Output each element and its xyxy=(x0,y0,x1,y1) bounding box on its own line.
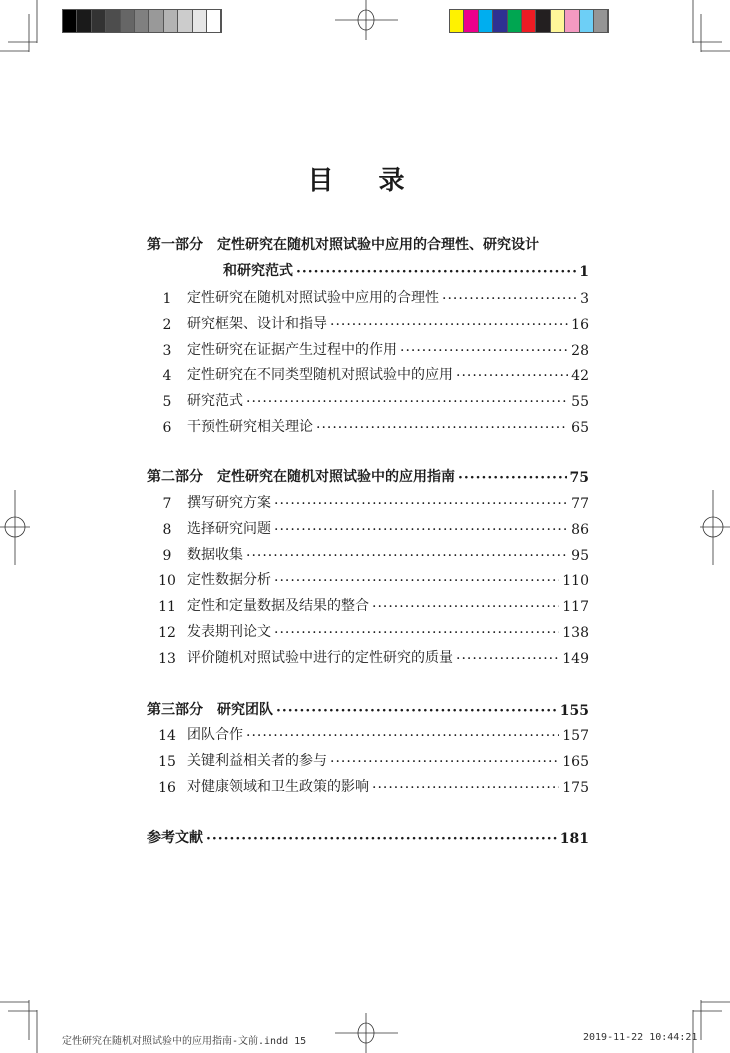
chapter-title: 定性数据分析 xyxy=(187,572,271,589)
leader-dots xyxy=(456,651,559,667)
color-swatch xyxy=(551,10,565,32)
leader-dots xyxy=(274,625,559,641)
color-swatch xyxy=(63,10,77,32)
color-swatch xyxy=(92,10,106,32)
leader-dots xyxy=(458,470,567,486)
chapter-number: 7 xyxy=(162,496,172,512)
toc-chapter[interactable] xyxy=(147,748,589,770)
chapter-title: 定性研究在证据产生过程中的作用 xyxy=(187,341,397,358)
toc-chapter[interactable] xyxy=(147,490,589,512)
page-number: 95 xyxy=(571,547,589,564)
page-number: 77 xyxy=(571,496,589,512)
grayscale-bar xyxy=(62,9,222,33)
chapter-title: 研究框架、设计和指导 xyxy=(187,315,327,332)
chapter-title: 干预性研究相关理论 xyxy=(187,419,313,435)
chapter-number: 11 xyxy=(158,599,176,616)
chapter-number: 3 xyxy=(162,342,172,359)
chapter-number: 8 xyxy=(162,521,172,538)
leader-dots xyxy=(316,420,568,436)
chapter-number: 12 xyxy=(158,625,176,641)
toc-chapter[interactable] xyxy=(147,311,589,333)
toc-chapter[interactable] xyxy=(147,414,589,436)
color-swatch xyxy=(565,10,579,32)
leader-dots xyxy=(330,754,559,770)
color-swatch xyxy=(106,10,120,32)
chapter-title: 定性和定量数据及结果的整合 xyxy=(187,598,369,615)
chapter-number: 15 xyxy=(158,753,176,770)
chapter-number: 9 xyxy=(162,547,172,564)
color-swatch xyxy=(207,10,221,32)
toc-chapter[interactable] xyxy=(147,774,589,796)
chapter-title: 选择研究问题 xyxy=(187,520,271,537)
page-number: 86 xyxy=(571,521,589,538)
registration-mark-left xyxy=(0,490,30,565)
leader-dots xyxy=(456,368,568,384)
toc-chapter[interactable] xyxy=(147,516,589,538)
chapter-title: 撰写研究方案 xyxy=(187,495,271,511)
color-swatch xyxy=(149,10,163,32)
page-number: 149 xyxy=(562,650,589,667)
chapter-title: 对健康领域和卫生政策的影响 xyxy=(187,778,369,795)
chapter-number: 5 xyxy=(162,394,172,411)
page-number: 16 xyxy=(571,316,589,333)
chapter-title: 关键利益相关者的参与 xyxy=(187,752,327,769)
toc-chapter[interactable] xyxy=(147,337,589,359)
page-number: 175 xyxy=(562,779,589,796)
color-swatch xyxy=(450,10,464,32)
toc-part2[interactable]: 第二部分 定性研究在随机对照试验中的应用指南 ····· 75 xyxy=(147,464,589,486)
leader-dots xyxy=(296,264,576,280)
color-swatch xyxy=(464,10,478,32)
page-title: 目 录 xyxy=(307,166,423,196)
color-swatch xyxy=(479,10,493,32)
color-swatch xyxy=(493,10,507,32)
leader-dots xyxy=(274,573,559,589)
color-swatch xyxy=(522,10,536,32)
chapter-number: 10 xyxy=(158,573,176,590)
color-swatch xyxy=(580,10,594,32)
color-swatch xyxy=(121,10,135,32)
page-number: 55 xyxy=(571,394,589,411)
footer-filename: 定性研究在随机对照试验中的应用指南-文前.indd 15 xyxy=(62,1036,307,1047)
leader-dots xyxy=(372,599,559,615)
color-swatch xyxy=(178,10,192,32)
toc-part1-line1: 第一部分 定性研究在随机对照试验中应用的合理性、研究设计 xyxy=(147,237,539,253)
chapter-number: 4 xyxy=(162,368,172,385)
chapter-title: 定性研究在随机对照试验中应用的合理性 xyxy=(187,290,439,306)
page-number: 138 xyxy=(562,625,589,641)
chapter-number: 16 xyxy=(158,779,176,796)
color-swatch xyxy=(193,10,207,32)
page-number: 117 xyxy=(562,599,589,616)
leader-dots xyxy=(330,317,568,333)
page-number: 165 xyxy=(562,753,589,770)
page-number: 157 xyxy=(562,728,589,744)
color-swatch xyxy=(77,10,91,32)
chapter-title: 发表期刊论文 xyxy=(187,624,271,640)
page-number: 65 xyxy=(571,420,589,436)
page-number: 28 xyxy=(571,342,589,359)
registration-mark-top xyxy=(335,0,398,40)
toc-chapter[interactable] xyxy=(147,645,589,667)
chapter-title: 团队合作 xyxy=(187,727,243,743)
chapter-number: 2 xyxy=(162,316,172,333)
color-bar xyxy=(449,9,609,33)
color-swatch xyxy=(594,10,608,32)
chapter-number: 13 xyxy=(158,650,176,667)
toc-chapter[interactable] xyxy=(147,567,589,589)
registration-mark-right xyxy=(700,490,730,565)
color-swatch xyxy=(164,10,178,32)
chapter-title: 数据收集 xyxy=(187,546,243,563)
chapter-title: 研究范式 xyxy=(187,393,243,410)
chapter-number: 14 xyxy=(158,728,176,744)
registration-mark-bottom xyxy=(335,1013,398,1053)
leader-dots xyxy=(274,522,568,538)
toc-chapter[interactable] xyxy=(147,388,589,410)
chapter-number: 6 xyxy=(162,420,172,436)
toc-part1[interactable]: 和研究范式 ····· 1 xyxy=(147,258,589,280)
leader-dots xyxy=(246,394,568,410)
page-number: 110 xyxy=(562,573,589,590)
page-number: 42 xyxy=(571,368,589,385)
leader-dots xyxy=(372,780,559,796)
chapter-title: 评价随机对照试验中进行的定性研究的质量 xyxy=(187,649,453,666)
toc-chapter[interactable] xyxy=(147,619,589,641)
color-swatch xyxy=(135,10,149,32)
leader-dots xyxy=(246,548,568,564)
footer-timestamp: 2019-11-22 10:44:21 xyxy=(583,1032,698,1043)
toc-part3[interactable]: 第三部分 研究团队 ····· 155 xyxy=(147,697,589,719)
leader-dots xyxy=(274,496,568,512)
leader-dots xyxy=(400,343,568,359)
chapter-number: 1 xyxy=(162,291,172,307)
toc-references[interactable]: 参考文献 ····· 181 xyxy=(147,825,589,847)
page-number: 3 xyxy=(580,291,589,307)
toc-chapter[interactable] xyxy=(147,285,589,307)
leader-dots xyxy=(206,831,557,847)
chapter-title: 定性研究在不同类型随机对照试验中的应用 xyxy=(187,367,453,384)
toc-chapter[interactable] xyxy=(147,362,589,384)
leader-dots xyxy=(276,703,557,719)
toc-chapter[interactable] xyxy=(147,722,589,744)
toc-chapter[interactable] xyxy=(147,542,589,564)
toc-chapter[interactable] xyxy=(147,593,589,615)
leader-dots xyxy=(246,728,559,744)
leader-dots xyxy=(442,291,577,307)
color-swatch xyxy=(536,10,550,32)
color-swatch xyxy=(508,10,522,32)
